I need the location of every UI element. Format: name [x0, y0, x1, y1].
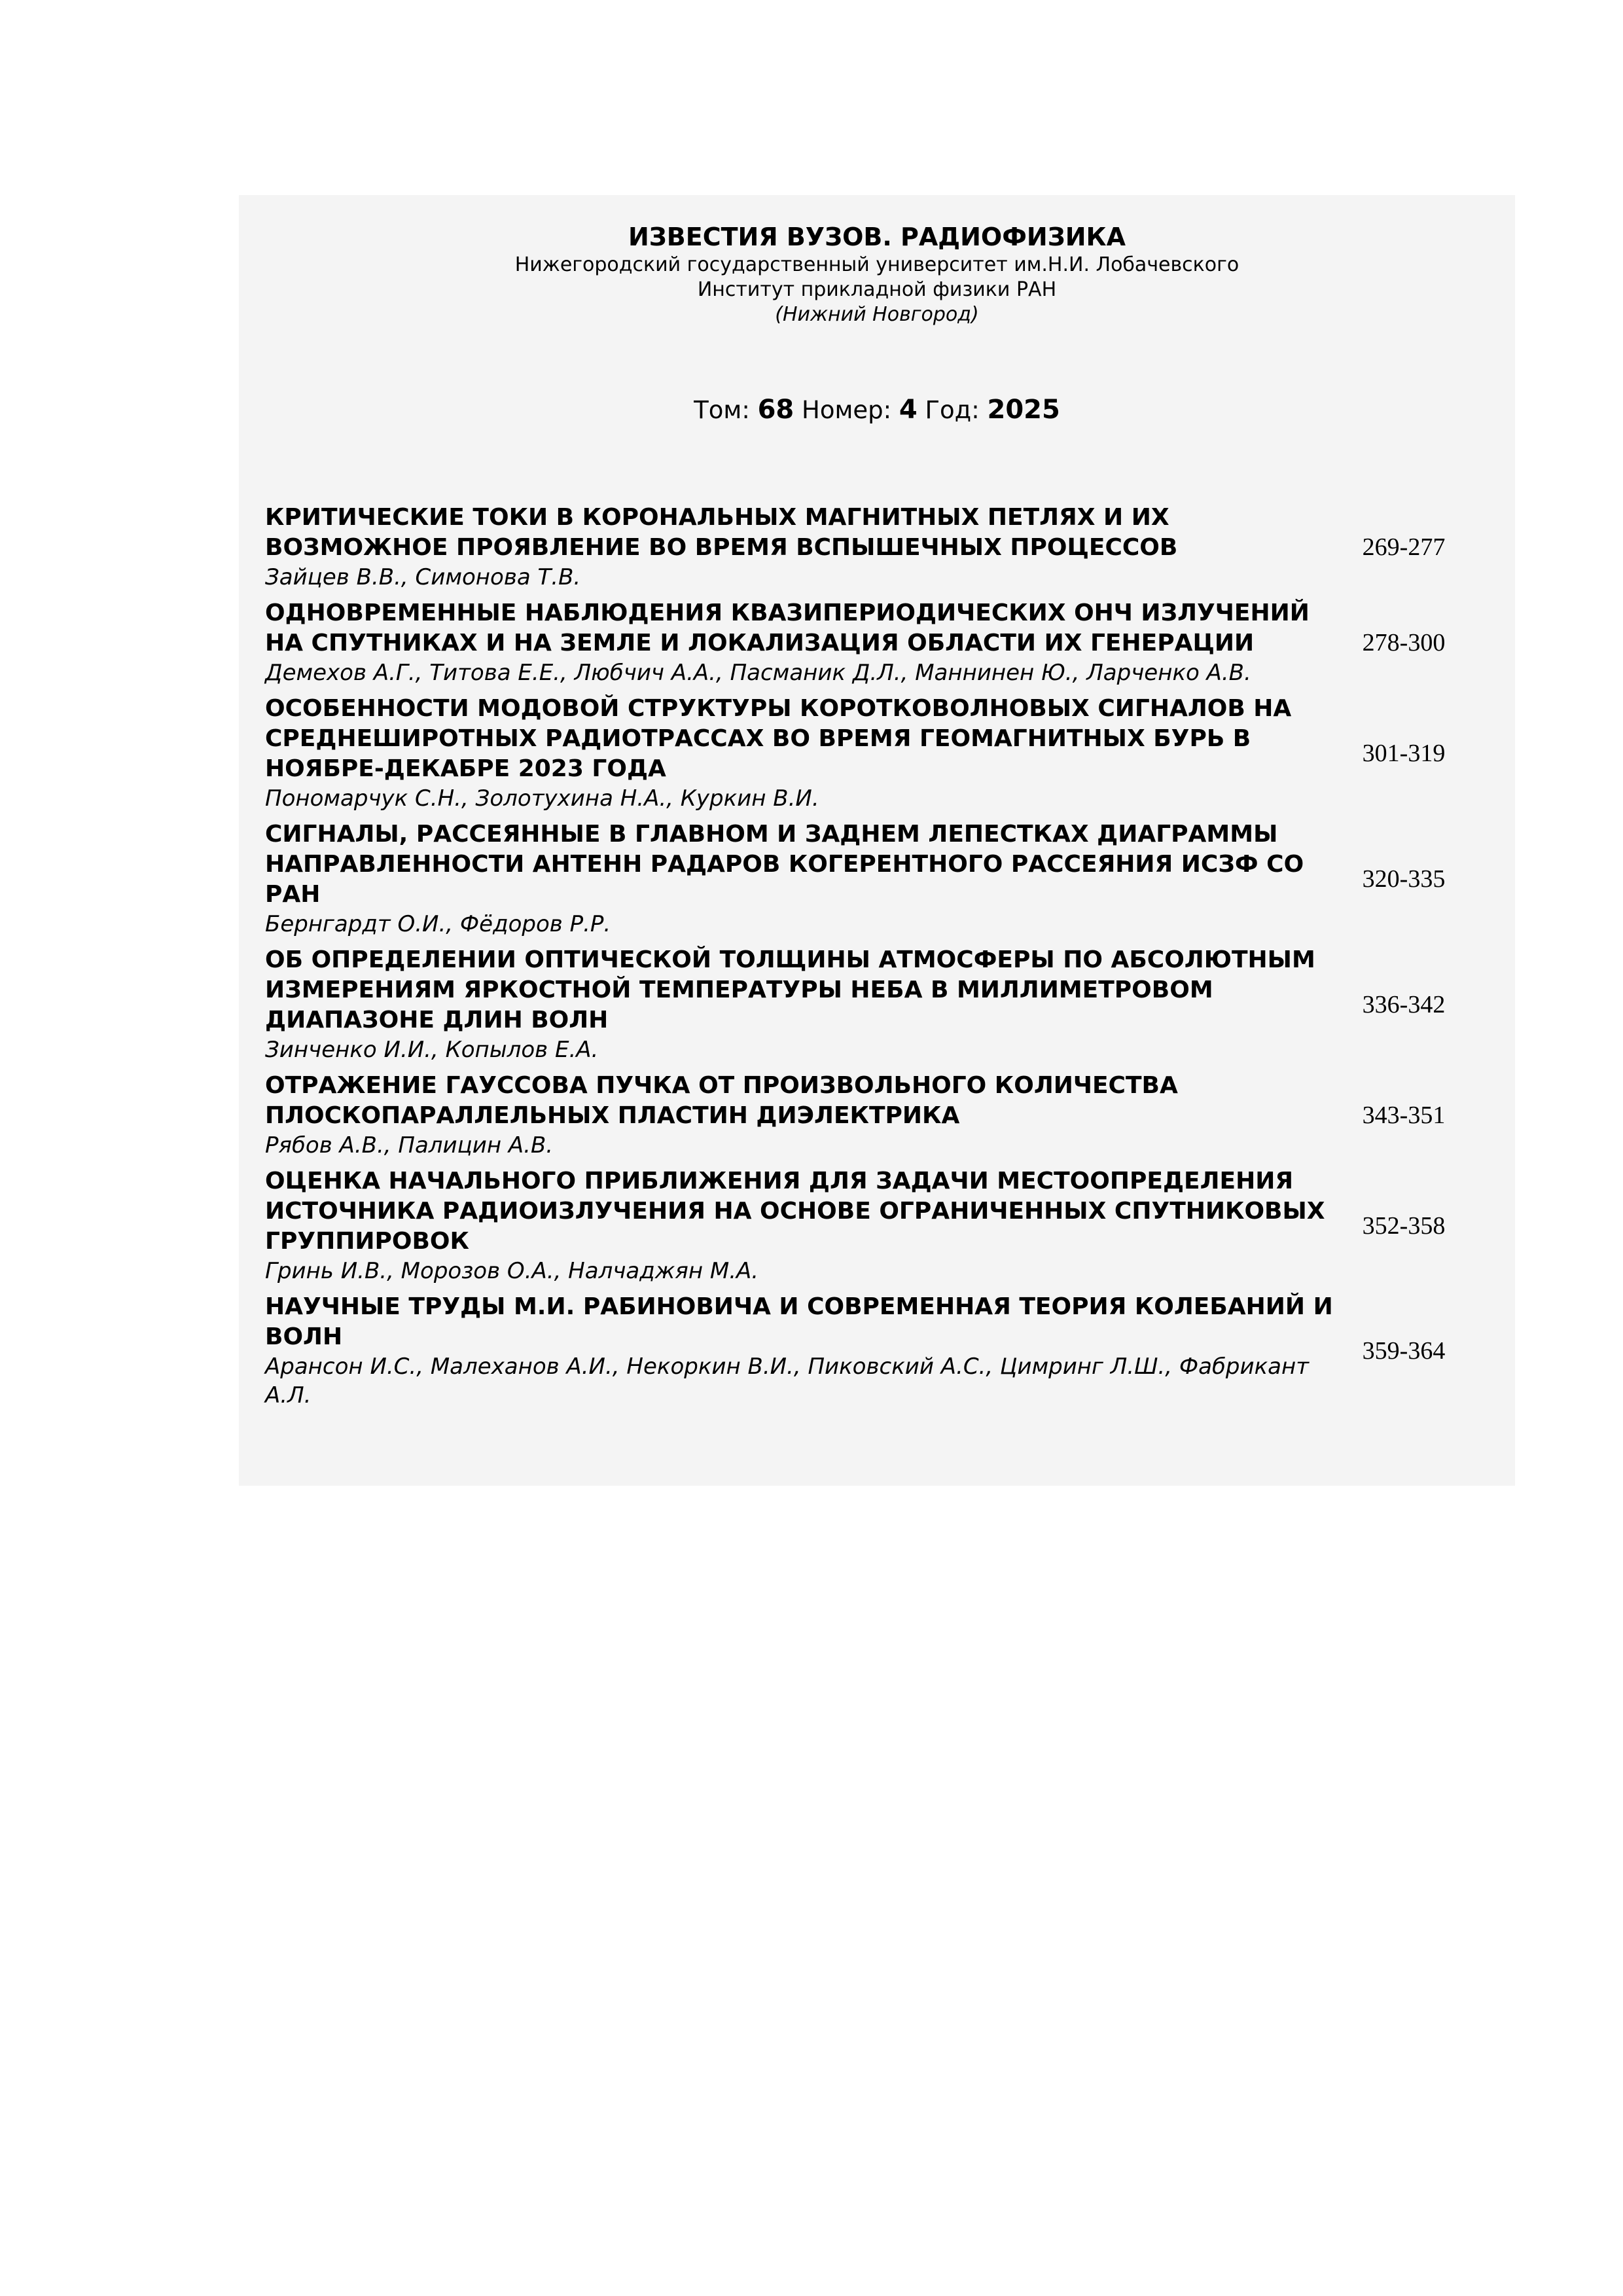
year-label: Год: [925, 396, 980, 424]
publisher-institute: Институт прикладной физики РАН [697, 278, 1057, 301]
number-value: 4 [899, 395, 918, 425]
journal-header [239, 221, 1515, 327]
article-pages: 278-300 [1362, 629, 1446, 656]
journal-title: ИЗВЕСТИЯ ВУЗОВ. РАДИОФИЗИКА [628, 223, 1126, 251]
publisher-university: Нижегородский государственный университет им.Н.И. Лобачевского [514, 253, 1240, 276]
article-details [265, 598, 1338, 687]
number-label: Номер: [802, 396, 892, 424]
article-pages: 352-358 [1362, 1212, 1446, 1240]
table-of-contents [265, 503, 1469, 1416]
article-pages: 359-364 [1362, 1337, 1446, 1365]
article-title-link[interactable]: НАУЧНЫЕ ТРУДЫ М.И. РАБИНОВИЧА И СОВРЕМЕННАЯ ТЕОРИЯ КОЛЕБАНИЙ И ВОЛН [265, 1293, 1333, 1350]
article-title-link[interactable]: ОТРАЖЕНИЕ ГАУССОВА ПУЧКА ОТ ПРОИЗВОЛЬНОГО КОЛИЧЕСТВА ПЛОСКОПАРАЛЛЕЛЬНЫХ ПЛАСТИН ДИЭЛЕКТРИКА [265, 1072, 1178, 1129]
article-details [265, 1292, 1338, 1410]
article-authors: Рябов А.В., Палицин А.В. [265, 1132, 554, 1158]
article-entry [265, 819, 1469, 939]
article-authors: Гринь И.В., Морозов О.А., Налчаджян М.А. [265, 1258, 759, 1284]
article-pages: 343-351 [1362, 1102, 1446, 1129]
article-details [265, 1166, 1338, 1285]
journal-contents-panel [239, 195, 1515, 1486]
volume-value: 68 [757, 395, 794, 425]
article-details [265, 819, 1338, 939]
article-entry [265, 503, 1469, 592]
article-authors: Зайцев В.В., Симонова Т.В. [265, 564, 581, 590]
article-entry [265, 598, 1469, 687]
issue-info [239, 395, 1515, 425]
article-details [265, 945, 1338, 1064]
volume-label: Том: [694, 396, 750, 424]
article-details [265, 694, 1338, 813]
article-authors: Зинченко И.И., Копылов Е.А. [265, 1037, 599, 1063]
article-title-link[interactable]: КРИТИЧЕСКИЕ ТОКИ В КОРОНАЛЬНЫХ МАГНИТНЫХ ПЕТЛЯХ И ИХ ВОЗМОЖНОЕ ПРОЯВЛЕНИЕ ВО ВРЕМЯ ВСПЫШЕЧНЫХ ПРОЦЕССОВ [265, 504, 1178, 561]
article-pages: 320-335 [1362, 865, 1446, 893]
article-title-link[interactable]: ОБ ОПРЕДЕЛЕНИИ ОПТИЧЕСКОЙ ТОЛЩИНЫ АТМОСФЕРЫ ПО АБСОЛЮТНЫМ ИЗМЕРЕНИЯМ ЯРКОСТНОЙ ТЕМПЕРАТУРЫ НЕБА В МИЛЛИМЕТРОВОМ ДИАПАЗОНЕ ДЛИН ВОЛН [265, 946, 1315, 1033]
year-value: 2025 [987, 395, 1060, 425]
article-authors: Пономарчук С.Н., Золотухина Н.А., Куркин В.И. [265, 785, 819, 812]
article-entry [265, 1292, 1469, 1410]
article-pages: 336-342 [1362, 991, 1446, 1018]
article-title-link[interactable]: ОДНОВРЕМЕННЫЕ НАБЛЮДЕНИЯ КВАЗИПЕРИОДИЧЕСКИХ ОНЧ ИЗЛУЧЕНИЙ НА СПУТНИКАХ И НА ЗЕМЛЕ И ЛОКАЛИЗАЦИЯ ОБЛАСТИ ИХ ГЕНЕРАЦИИ [265, 600, 1310, 656]
article-details [265, 503, 1338, 592]
article-entry [265, 1071, 1469, 1160]
article-title-link[interactable]: СИГНАЛЫ, РАССЕЯННЫЕ В ГЛАВНОМ И ЗАДНЕМ ЛЕПЕСТКАХ ДИАГРАММЫ НАПРАВЛЕННОСТИ АНТЕНН РАДАРОВ КОГЕРЕНТНОГО РАССЕЯНИЯ ИСЗФ СО РАН [265, 821, 1304, 908]
article-authors: Бернгардт О.И., Фёдоров Р.Р. [265, 911, 611, 937]
article-authors: Демехов А.Г., Титова Е.Е., Любчич А.А., Пасманик Д.Л., Маннинен Ю., Ларченко А.В. [265, 660, 1251, 686]
article-title-link[interactable]: ОСОБЕННОСТИ МОДОВОЙ СТРУКТУРЫ КОРОТКОВОЛНОВЫХ СИГНАЛОВ НА СРЕДНЕШИРОТНЫХ РАДИОТРАССАХ ВО ВРЕМЯ ГЕОМАГНИТНЫХ БУРЬ В НОЯБРЕ-ДЕКАБРЕ 2023 ГОДА [265, 695, 1292, 782]
article-entry [265, 694, 1469, 813]
publisher-city: (Нижний Новгород) [775, 303, 979, 326]
article-pages: 269-277 [1362, 533, 1446, 561]
article-authors: Арансон И.С., Малеханов А.И., Некоркин В.И., Пиковский А.С., Цимринг Л.Ш., Фабрикант А.Л. [265, 1354, 1310, 1408]
article-pages: 301-319 [1362, 740, 1446, 767]
article-details [265, 1071, 1338, 1160]
article-entry [265, 1166, 1469, 1285]
article-title-link[interactable]: ОЦЕНКА НАЧАЛЬНОГО ПРИБЛИЖЕНИЯ ДЛЯ ЗАДАЧИ МЕСТООПРЕДЕЛЕНИЯ ИСТОЧНИКА РАДИОИЗЛУЧЕНИЯ НА ОСНОВЕ ОГРАНИЧЕННЫХ СПУТНИКОВЫХ ГРУППИРОВОК [265, 1168, 1325, 1255]
article-entry [265, 945, 1469, 1064]
